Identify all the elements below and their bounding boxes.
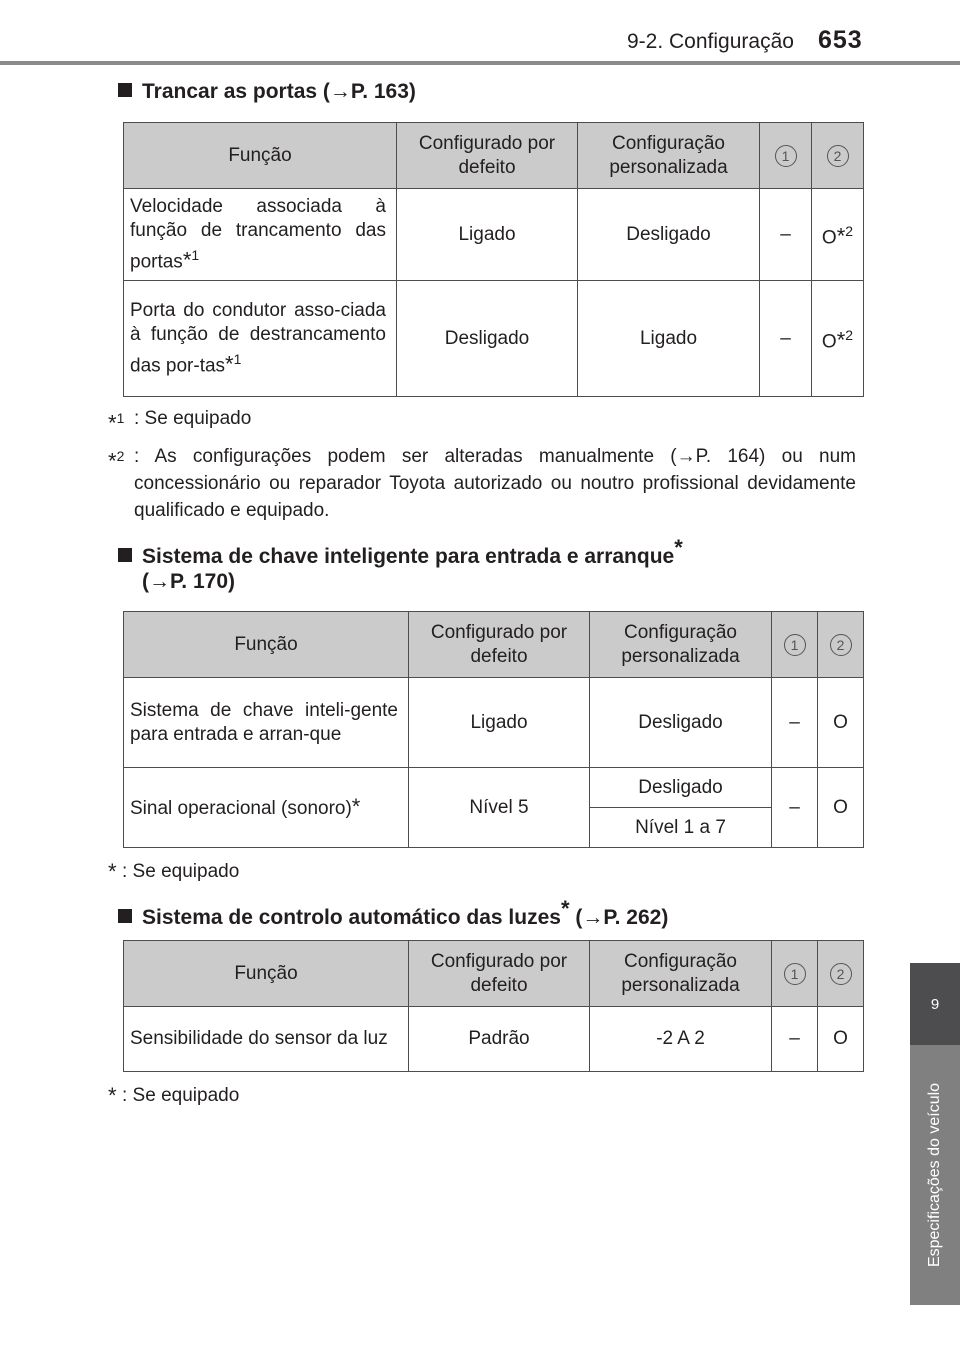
row-default: Nível 5 [409,768,590,848]
row-col2: O [818,768,864,848]
table-row [124,1007,864,1072]
footnote: *$^1$ : Se equipado [108,408,252,436]
auto-lights-table [123,940,864,1072]
row-default: Ligado [397,189,578,281]
row-col1: – [760,281,812,397]
row-custom-option: Desligado [590,768,772,808]
row-function: Porta do condutor asso-ciada à função de destrancamento das por-tas*$^1$ [124,281,397,397]
row-default: Desligado [397,281,578,397]
col-header-2 [818,612,864,678]
footnote: * : Se equipado [108,859,240,884]
circled-2-icon: 2 [830,634,852,656]
col-header-function: Função [124,941,409,1007]
circled-2-icon: 2 [827,145,849,167]
row-col1: – [772,678,818,768]
header-rule [0,61,960,65]
table-header-row [124,612,864,678]
row-col2: O [818,1007,864,1072]
col-header-1 [772,612,818,678]
chapter-number-tab [910,963,960,1045]
row-col2: O*$^2$ [812,281,864,397]
section-heading: 9-2. Configuração [627,30,794,53]
col-header-2 [812,123,864,189]
circled-1-icon: 1 [784,963,806,985]
row-function: Velocidade associada à função de trancamento das portas*$^1$ [124,189,397,281]
row-function: Sensibilidade do sensor da luz [124,1007,409,1072]
circled-2-icon: 2 [830,963,852,985]
footnote: *$^2$ : As configurações podem ser alteradas manualmente (→P. 164) ou num concessionário ou reparador Toyota autorizado ou noutro profissional devidamente qualificado e equipado. [108,446,856,521]
col-header-default: Configurado por defeito [397,123,578,189]
row-custom-option: Nível 1 a 7 [590,808,772,848]
row-default: Padrão [409,1007,590,1072]
row-function: Sinal operacional (sonoro)* [124,768,409,848]
row-function: Sistema de chave inteli-gente para entrada e arran-que [124,678,409,768]
chapter-title-tab [910,1045,960,1305]
smart-key-table [123,611,864,848]
row-col2: O [818,678,864,768]
footnote: * : Se equipado [108,1083,240,1108]
section-ref-smart-key: (→P. 170) [142,570,235,593]
circled-1-icon: 1 [784,634,806,656]
row-col1: – [772,1007,818,1072]
chapter-number: 9 [930,995,940,1013]
circled-1-icon: 1 [775,145,797,167]
row-custom: Desligado [590,678,772,768]
row-col1: – [772,768,818,848]
row-custom: -2 A 2 [590,1007,772,1072]
col-header-custom: Configuração personalizada [590,612,772,678]
row-custom: Desligado [578,189,760,281]
bullet-square-icon [118,83,132,97]
row-col1: – [760,189,812,281]
row-default: Ligado [409,678,590,768]
col-header-custom: Configuração personalizada [578,123,760,189]
col-header-default: Configurado por defeito [409,612,590,678]
table-header-row [124,941,864,1007]
section-title-smart-key: Sistema de chave inteligente para entrada e arranque* [118,532,683,573]
section-title-door-lock: Trancar as portas (→P. 163) [118,76,416,108]
table-row [124,281,864,397]
row-col2: O*$^2$ [812,189,864,281]
table-row [124,189,864,281]
table-row [124,678,864,768]
col-header-default: Configurado por defeito [409,941,590,1007]
bullet-square-icon [118,548,132,562]
chapter-title: Especificações do veículo [926,1082,943,1268]
col-header-1 [760,123,812,189]
col-header-function: Função [124,123,397,189]
door-lock-table [123,122,864,397]
col-header-2 [818,941,864,1007]
col-header-custom: Configuração personalizada [590,941,772,1007]
col-header-1 [772,941,818,1007]
row-custom: Ligado [578,281,760,397]
table-header-row [124,123,864,189]
table-row [124,768,864,808]
section-title-auto-lights: Sistema de controlo automático das luzes* (→P. 262) [118,893,668,934]
bullet-square-icon [118,909,132,923]
col-header-function: Função [124,612,409,678]
page-number: 653 [818,26,863,54]
